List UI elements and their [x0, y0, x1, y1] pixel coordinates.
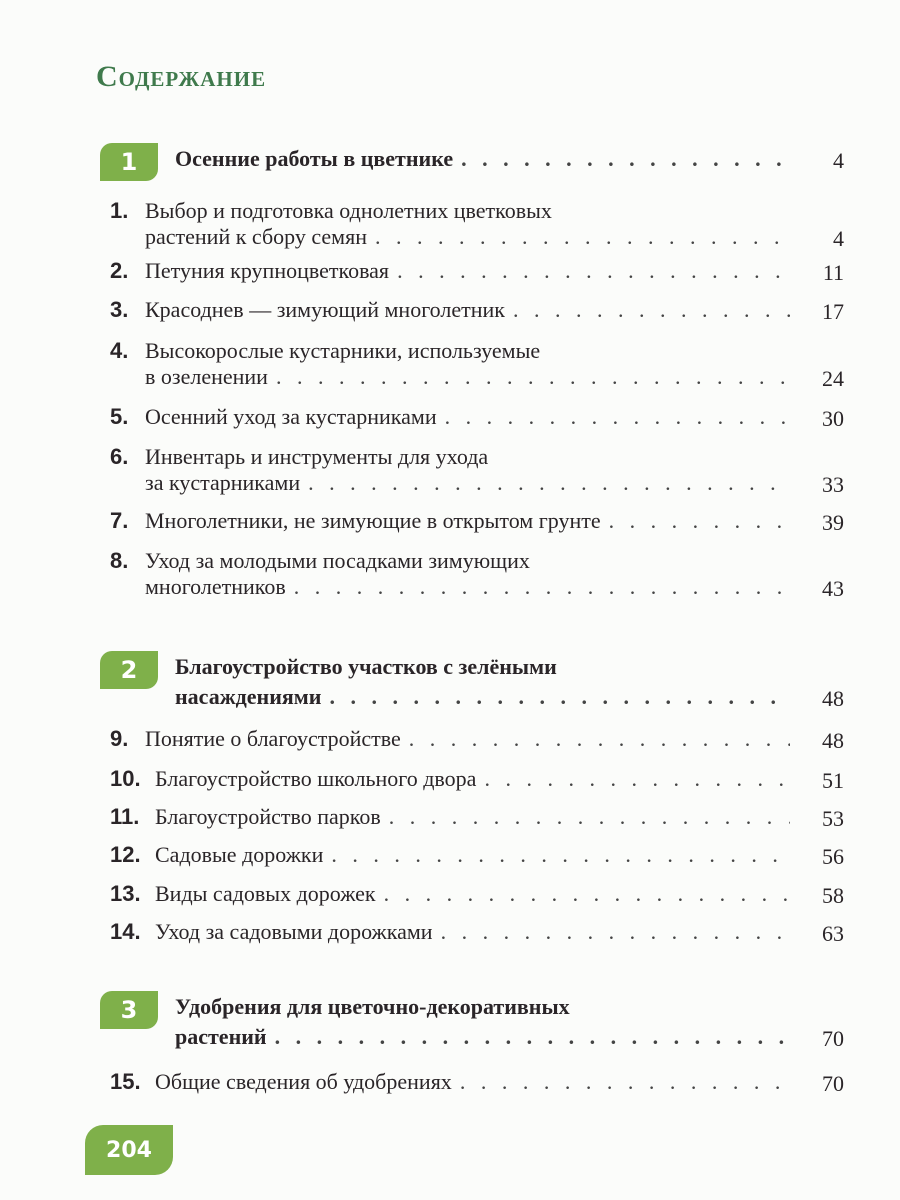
dot-leader [397, 258, 790, 284]
toc-page-number: 24 [822, 366, 844, 391]
toc-entry-title: Садовые дорожки [155, 842, 324, 867]
toc-page-number: 70 [822, 1026, 844, 1051]
dot-leader [609, 508, 790, 534]
toc-page-number: 4 [833, 226, 844, 251]
toc-item-line[interactable] [145, 508, 790, 538]
toc-entry-title: Общие сведения об удобрениях [155, 1069, 452, 1094]
dot-leader [384, 881, 790, 907]
item-number: 12. [110, 842, 141, 867]
toc-entry-title: Осенний уход за кустарниками [145, 404, 437, 429]
toc-item-line[interactable] [145, 258, 790, 288]
item-number: 1. [110, 198, 129, 223]
toc-entry-title: Благоустройство школьного двора [155, 766, 477, 791]
toc-item-line[interactable] [145, 364, 790, 394]
item-number: 13. [110, 881, 141, 906]
section-number-badge: 2 [100, 651, 158, 689]
dot-leader [275, 1024, 790, 1050]
toc-page-number: 39 [822, 510, 844, 535]
item-number: 10. [110, 766, 141, 791]
toc-page-number: 48 [822, 686, 844, 711]
toc-entry-title: Благоустройство участков с зелёными [175, 654, 557, 679]
toc-page-number: 63 [822, 921, 844, 946]
dot-leader [389, 804, 790, 830]
item-number: 2. [110, 258, 129, 283]
item-number: 9. [110, 726, 129, 751]
toc-page-number: 11 [822, 260, 844, 285]
toc-entry-title: Выбор и подготовка однолетних цветковых [145, 198, 552, 223]
dot-leader [441, 919, 790, 945]
item-number: 11. [110, 804, 140, 829]
toc-item-line[interactable] [155, 766, 790, 796]
dot-leader [484, 766, 790, 792]
toc-section-line[interactable] [175, 994, 700, 1024]
dot-leader [329, 684, 790, 710]
toc-entry-title: Осенние работы в цветнике [175, 146, 454, 171]
dot-leader [308, 470, 790, 496]
item-number: 8. [110, 548, 129, 573]
toc-entry-title: Виды садовых дорожек [155, 881, 376, 906]
toc-entry-title: Инвентарь и инструменты для ухода [145, 444, 489, 469]
toc-entry-title: Уход за садовыми дорожками [155, 919, 433, 944]
toc-page-number: 56 [822, 844, 844, 869]
toc-entry-title: Понятие о благоустройстве [145, 726, 401, 751]
page-number-badge: 204 [85, 1125, 173, 1175]
toc-section-line[interactable] [175, 654, 700, 684]
toc-page-number: 48 [822, 728, 844, 753]
toc-entry-title: Благоустройство парков [155, 804, 381, 829]
toc-entry-title: Удобрения для цветочно-декоративных [175, 994, 570, 1019]
toc-entry-title: Красоднев — зимующий многолетник [145, 297, 505, 322]
item-number: 5. [110, 404, 129, 429]
dot-leader [331, 842, 790, 868]
toc-page-number: 4 [833, 148, 844, 173]
section-number-badge: 3 [100, 991, 158, 1029]
toc-section-line[interactable] [175, 684, 790, 714]
item-number: 15. [110, 1069, 141, 1094]
dot-leader [276, 364, 790, 390]
dot-leader [294, 574, 790, 600]
dot-leader [375, 224, 790, 250]
toc-item-line[interactable] [155, 804, 790, 834]
dot-leader [445, 404, 790, 430]
toc-entry-title: многолетников [145, 574, 286, 599]
toc-entry-title: за кустарниками [145, 470, 301, 495]
toc-page-number: 17 [822, 299, 844, 324]
toc-item-line[interactable] [145, 297, 790, 327]
toc-item-line[interactable] [145, 404, 790, 434]
item-number: 6. [110, 444, 129, 469]
toc-entry-title: насаждениями [175, 684, 322, 709]
toc-page-number: 51 [822, 768, 844, 793]
toc-item-line[interactable] [155, 842, 790, 872]
toc-item-line[interactable] [145, 470, 790, 500]
dot-leader [461, 146, 790, 172]
toc-page-number: 58 [822, 883, 844, 908]
item-number: 7. [110, 508, 129, 533]
toc-item-line[interactable] [145, 726, 790, 756]
dot-leader [460, 1069, 790, 1095]
toc-entry-title: Петуния крупноцветковая [145, 258, 390, 283]
item-number: 14. [110, 919, 141, 944]
toc-item-line[interactable] [155, 1069, 790, 1099]
item-number: 3. [110, 297, 129, 322]
item-number: 4. [110, 338, 129, 363]
toc-entry-title: в озеленении [145, 364, 268, 389]
toc-page-number: 53 [822, 806, 844, 831]
toc-entry-title: растений к сбору семян [145, 224, 367, 249]
toc-item-line[interactable] [155, 919, 790, 949]
toc-entry-title: Уход за молодыми посадками зимующих [145, 548, 530, 573]
dot-leader [409, 726, 790, 752]
toc-item-line[interactable] [155, 881, 790, 911]
toc-item-line[interactable] [145, 224, 790, 254]
toc-page-number: 70 [822, 1071, 844, 1096]
toc-entry-title: Многолетники, не зимующие в открытом грунте [145, 508, 601, 533]
toc-item-line[interactable] [145, 574, 790, 604]
toc-section-line[interactable] [175, 1024, 790, 1054]
toc-page-number: 43 [822, 576, 844, 601]
toc-page-number: 33 [822, 472, 844, 497]
toc-page-number: 30 [822, 406, 844, 431]
section-number-badge: 1 [100, 143, 158, 181]
toc-entry-title: растений [175, 1024, 267, 1049]
page-title: Содержание [96, 60, 267, 93]
dot-leader [513, 297, 790, 323]
toc-entry-title: Высокорослые кустарники, используемые [145, 338, 541, 363]
toc-section-line[interactable] [175, 146, 790, 176]
